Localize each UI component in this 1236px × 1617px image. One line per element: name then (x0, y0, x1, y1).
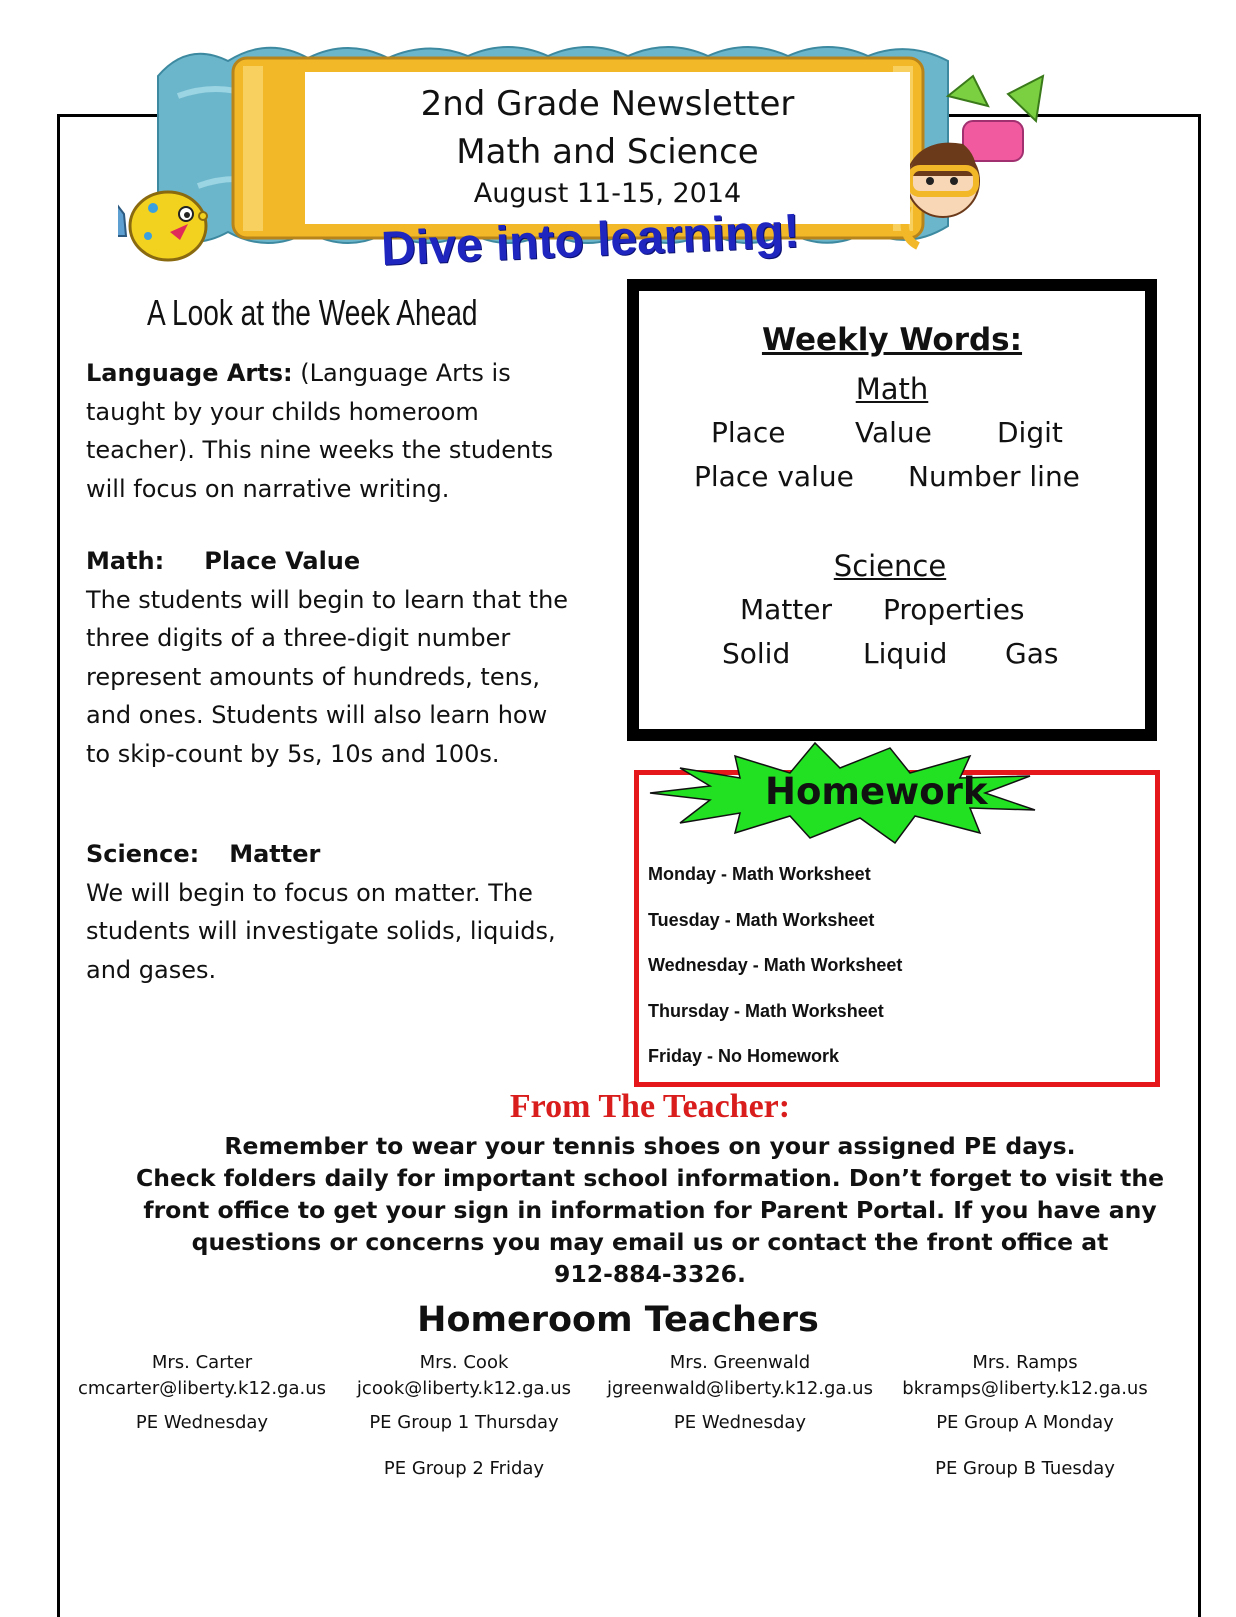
from-teacher-line: 912-884-3326. (554, 1260, 746, 1288)
science-words-heading: Science (833, 549, 947, 583)
weekly-words-title: Weekly Words: (761, 322, 1023, 358)
teacher-pe-day: PE Wednesday (135, 1412, 269, 1433)
math-section (86, 542, 626, 773)
science-line: We will begin to focus on matter. The (86, 878, 533, 907)
from-teacher-line: Remember to wear your tennis shoes on your assigned PE days. (224, 1132, 1076, 1160)
header-title-box (305, 72, 910, 224)
homework-item: Thursday - Math Worksheet (648, 1001, 884, 1021)
homework-item: Friday - No Homework (648, 1046, 840, 1066)
newsletter-date: August 11-15, 2014 (473, 178, 742, 209)
teacher-card (334, 1350, 594, 1482)
teacher-email[interactable]: jcook@liberty.k12.ga.us (356, 1378, 572, 1399)
teacher-card (600, 1350, 880, 1436)
science-line: students will investigate solids, liquids, (86, 917, 556, 945)
homework-item: Wednesday - Math Worksheet (648, 955, 903, 975)
teacher-name: Mrs. Greenwald (669, 1352, 811, 1373)
language-arts-line: will focus on narrative writing. (86, 474, 450, 503)
math-line: represent amounts of hundreds, tens, (86, 662, 540, 691)
newsletter-title: 2nd Grade Newsletter (420, 84, 795, 124)
teacher-card (890, 1350, 1160, 1482)
teacher-pe-day: PE Group 1 Thursday (369, 1412, 559, 1433)
homework-item: Monday - Math Worksheet (648, 864, 871, 884)
week-ahead-title: A Look at the Week Ahead (147, 292, 478, 333)
science-word: Matter (740, 593, 833, 626)
teacher-email[interactable]: jgreenwald@liberty.k12.ga.us (607, 1378, 873, 1399)
math-line: The students will begin to learn that the (86, 585, 569, 614)
teacher-name: Mrs. Cook (419, 1352, 509, 1373)
teacher-pe-day: PE Group A Monday (936, 1412, 1114, 1433)
slogan: Dive into learning! (380, 204, 801, 276)
science-section (86, 835, 626, 989)
science-word: Properties (883, 593, 1025, 626)
teacher-name: Mrs. Carter (151, 1352, 253, 1373)
language-arts-section (86, 354, 626, 508)
homework-item: Tuesday - Math Worksheet (648, 910, 875, 930)
math-word: Number line (908, 460, 1080, 493)
teacher-card (72, 1350, 332, 1436)
language-arts-line: taught by your childs homeroom (86, 397, 479, 426)
from-teacher-line: questions or concerns you may email us or contact the front office at (191, 1228, 1109, 1256)
math-line: three digits of a three-digit number (86, 624, 511, 652)
homework-title: Homework (765, 770, 988, 813)
math-word: Place value (694, 460, 854, 493)
science-word: Gas (1005, 637, 1059, 670)
science-word: Solid (722, 637, 791, 670)
math-label: Math: (86, 547, 165, 575)
teacher-pe-day: PE Group 2 Friday (383, 1458, 545, 1479)
teacher-pe-day: PE Wednesday (673, 1412, 807, 1433)
newsletter-subtitle: Math and Science (456, 132, 759, 172)
math-word: Place (711, 416, 786, 449)
math-line: and ones. Students will also learn how (86, 701, 548, 729)
science-word: Liquid (863, 637, 948, 670)
math-line: to skip-count by 5s, 10s and 100s. (86, 739, 500, 768)
language-arts-label: Language Arts: (86, 359, 293, 387)
fish-illustration (118, 192, 207, 260)
language-arts-line: teacher). This nine weeks the students (86, 436, 554, 464)
from-teacher-text (130, 1130, 1170, 1290)
from-teacher-title: From The Teacher: (509, 1088, 791, 1125)
homeroom-teachers-title: Homeroom Teachers (417, 1300, 819, 1340)
math-word: Value (855, 416, 932, 449)
science-line: and gases. (86, 955, 217, 984)
math-topic: Place Value (204, 547, 361, 575)
math-words-heading: Math (855, 372, 929, 406)
science-label: Science: (86, 840, 200, 868)
teacher-pe-day: PE Group B Tuesday (935, 1458, 1115, 1479)
language-arts-line: (Language Arts is (300, 359, 511, 387)
teacher-email[interactable]: cmcarter@liberty.k12.ga.us (77, 1378, 327, 1399)
from-teacher-line: front office to get your sign in information for Parent Portal. If you have any (143, 1196, 1157, 1224)
teacher-email[interactable]: bkramps@liberty.k12.ga.us (902, 1378, 1148, 1399)
teacher-name: Mrs. Ramps (972, 1352, 1078, 1373)
science-topic: Matter (229, 840, 321, 868)
math-word: Digit (997, 416, 1063, 449)
from-teacher-line: Check folders daily for important school information. Don’t forget to visit the (135, 1164, 1165, 1192)
